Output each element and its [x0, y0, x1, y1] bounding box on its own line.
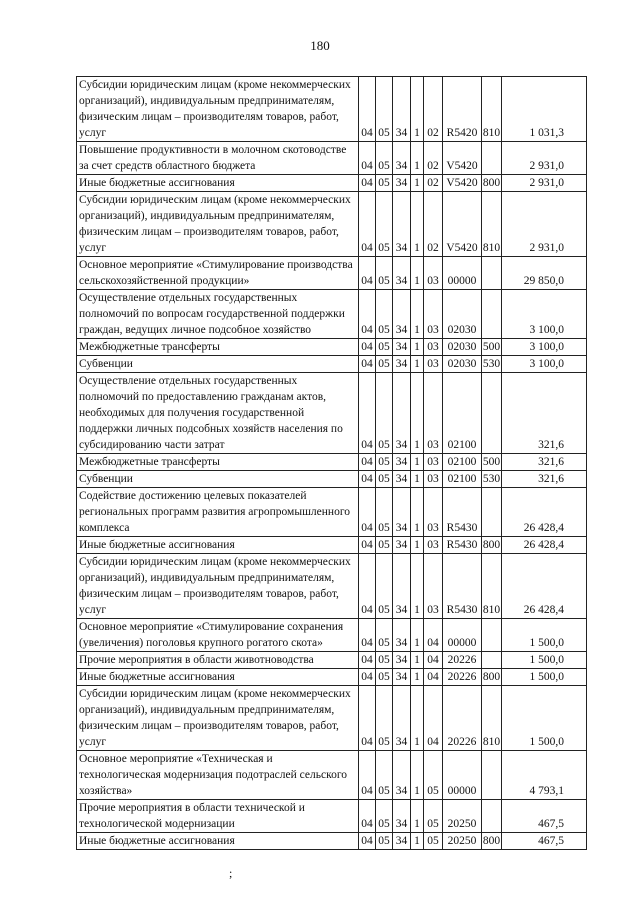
expense-type-code	[482, 488, 502, 537]
section-code: 04	[359, 537, 376, 554]
table-row	[77, 554, 587, 619]
activity-code: 02	[424, 142, 443, 175]
expense-name: Основное мероприятие «Стимулирование сохранения (увеличения) поголовья крупного рогатого скота»	[77, 619, 359, 652]
activity-code: 05	[424, 800, 443, 833]
section-code: 04	[359, 175, 376, 192]
subprogram-code: 1	[411, 669, 424, 686]
subprogram-code: 1	[411, 290, 424, 339]
amount: 1 500,0	[502, 619, 587, 652]
direction-code: 02100	[443, 373, 482, 454]
page-number: 180	[310, 38, 330, 53]
activity-code: 03	[424, 356, 443, 373]
expense-name: Повышение продуктивности в молочном скотоводстве за счет средств областного бюджета	[77, 142, 359, 175]
amount: 321,6	[502, 471, 587, 488]
direction-code: V5420	[443, 142, 482, 175]
subprogram-code: 1	[411, 339, 424, 356]
amount: 321,6	[502, 373, 587, 454]
expense-type-code	[482, 619, 502, 652]
program-code: 34	[393, 77, 411, 142]
section-code: 04	[359, 257, 376, 290]
activity-code: 02	[424, 192, 443, 257]
section-code: 04	[359, 686, 376, 751]
expense-type-code: 800	[482, 175, 502, 192]
direction-code: 02030	[443, 356, 482, 373]
program-code: 34	[393, 751, 411, 800]
subsection-code: 05	[376, 77, 393, 142]
table-row	[77, 290, 587, 339]
subsection-code: 05	[376, 488, 393, 537]
subsection-code: 05	[376, 142, 393, 175]
table-row	[77, 833, 587, 850]
amount: 26 428,4	[502, 554, 587, 619]
activity-code: 02	[424, 77, 443, 142]
direction-code: 02030	[443, 290, 482, 339]
subsection-code: 05	[376, 554, 393, 619]
program-code: 34	[393, 356, 411, 373]
table-row	[77, 454, 587, 471]
expense-type-code	[482, 373, 502, 454]
expense-type-code	[482, 142, 502, 175]
expense-type-code: 810	[482, 686, 502, 751]
subsection-code: 05	[376, 339, 393, 356]
subsection-code: 05	[376, 686, 393, 751]
amount: 467,5	[502, 800, 587, 833]
activity-code: 04	[424, 686, 443, 751]
direction-code: 20226	[443, 686, 482, 751]
section-code: 04	[359, 800, 376, 833]
program-code: 34	[393, 833, 411, 850]
activity-code: 05	[424, 833, 443, 850]
amount: 467,5	[502, 833, 587, 850]
subprogram-code: 1	[411, 751, 424, 800]
activity-code: 04	[424, 669, 443, 686]
subprogram-code: 1	[411, 471, 424, 488]
section-code: 04	[359, 290, 376, 339]
section-code: 04	[359, 356, 376, 373]
subprogram-code: 1	[411, 373, 424, 454]
subprogram-code: 1	[411, 192, 424, 257]
expense-name: Субсидии юридическим лицам (кроме некоммерческих организаций), индивидуальным предпринимателям, физическим лицам – производителям товаров, работ, услуг	[77, 192, 359, 257]
subprogram-code: 1	[411, 652, 424, 669]
direction-code: V5420	[443, 192, 482, 257]
subprogram-code: 1	[411, 175, 424, 192]
amount: 2 931,0	[502, 192, 587, 257]
subprogram-code: 1	[411, 619, 424, 652]
table-row	[77, 537, 587, 554]
activity-code: 02	[424, 175, 443, 192]
section-code: 04	[359, 652, 376, 669]
expense-name: Субсидии юридическим лицам (кроме некоммерческих организаций), индивидуальным предпринимателям, физическим лицам – производителям товаров, работ, услуг	[77, 77, 359, 142]
section-code: 04	[359, 751, 376, 800]
expense-type-code: 530	[482, 356, 502, 373]
amount: 3 100,0	[502, 356, 587, 373]
program-code: 34	[393, 257, 411, 290]
expense-type-code	[482, 800, 502, 833]
amount: 4 793,1	[502, 751, 587, 800]
table-row	[77, 192, 587, 257]
direction-code: R5430	[443, 537, 482, 554]
section-code: 04	[359, 339, 376, 356]
table-row	[77, 356, 587, 373]
expense-type-code: 800	[482, 833, 502, 850]
amount: 321,6	[502, 454, 587, 471]
table-row	[77, 77, 587, 142]
amount: 2 931,0	[502, 142, 587, 175]
program-code: 34	[393, 192, 411, 257]
program-code: 34	[393, 669, 411, 686]
subprogram-code: 1	[411, 833, 424, 850]
table-row	[77, 175, 587, 192]
expense-type-code	[482, 290, 502, 339]
direction-code: 20250	[443, 800, 482, 833]
subprogram-code: 1	[411, 800, 424, 833]
section-code: 04	[359, 619, 376, 652]
activity-code: 03	[424, 488, 443, 537]
expense-name: Осуществление отдельных государственных полномочий по предоставлению гражданам актов, необходимых для получения государственной поддержки личных подсобных хозяйств населения по субсидированию части затрат	[77, 373, 359, 454]
subsection-code: 05	[376, 257, 393, 290]
subsection-code: 05	[376, 751, 393, 800]
program-code: 34	[393, 800, 411, 833]
amount: 3 100,0	[502, 290, 587, 339]
expense-type-code	[482, 257, 502, 290]
expense-name: Субвенции	[77, 356, 359, 373]
table-row	[77, 751, 587, 800]
table-row	[77, 686, 587, 751]
section-code: 04	[359, 373, 376, 454]
activity-code: 03	[424, 290, 443, 339]
expense-name: Иные бюджетные ассигнования	[77, 833, 359, 850]
activity-code: 04	[424, 619, 443, 652]
activity-code: 04	[424, 652, 443, 669]
expense-name: Иные бюджетные ассигнования	[77, 537, 359, 554]
section-code: 04	[359, 77, 376, 142]
subsection-code: 05	[376, 290, 393, 339]
direction-code: R5430	[443, 488, 482, 537]
program-code: 34	[393, 537, 411, 554]
section-code: 04	[359, 554, 376, 619]
expense-type-code: 810	[482, 77, 502, 142]
expense-name: Прочие мероприятия в области технической и технологической модернизации	[77, 800, 359, 833]
program-code: 34	[393, 488, 411, 537]
program-code: 34	[393, 471, 411, 488]
expense-type-code	[482, 751, 502, 800]
expense-type-code: 500	[482, 339, 502, 356]
direction-code: V5420	[443, 175, 482, 192]
activity-code: 03	[424, 339, 443, 356]
program-code: 34	[393, 554, 411, 619]
activity-code: 03	[424, 257, 443, 290]
expense-type-code: 800	[482, 537, 502, 554]
direction-code: 20250	[443, 833, 482, 850]
direction-code: 00000	[443, 257, 482, 290]
direction-code: R5420	[443, 77, 482, 142]
expense-name: Межбюджетные трансферты	[77, 454, 359, 471]
subsection-code: 05	[376, 619, 393, 652]
subsection-code: 05	[376, 192, 393, 257]
section-code: 04	[359, 192, 376, 257]
subsection-code: 05	[376, 471, 393, 488]
direction-code: 20226	[443, 652, 482, 669]
table-body	[77, 77, 587, 850]
table-row	[77, 142, 587, 175]
table-row	[77, 488, 587, 537]
section-code: 04	[359, 488, 376, 537]
program-code: 34	[393, 652, 411, 669]
activity-code: 03	[424, 471, 443, 488]
amount: 26 428,4	[502, 537, 587, 554]
expense-name: Межбюджетные трансферты	[77, 339, 359, 356]
direction-code: R5430	[443, 554, 482, 619]
subsection-code: 05	[376, 454, 393, 471]
table-row	[77, 339, 587, 356]
program-code: 34	[393, 373, 411, 454]
program-code: 34	[393, 686, 411, 751]
subsection-code: 05	[376, 356, 393, 373]
subprogram-code: 1	[411, 356, 424, 373]
expense-name: Прочие мероприятия в области животноводства	[77, 652, 359, 669]
expense-name: Осуществление отдельных государственных полномочий по вопросам государственной поддержки граждан, ведущих личное подсобное хозяйство	[77, 290, 359, 339]
expense-name: Субсидии юридическим лицам (кроме некоммерческих организаций), индивидуальным предпринимателям, физическим лицам – производителям товаров, работ, услуг	[77, 554, 359, 619]
amount: 29 850,0	[502, 257, 587, 290]
activity-code: 03	[424, 554, 443, 619]
table-row	[77, 669, 587, 686]
expense-name: Содействие достижению целевых показателей региональных программ развития агропромышленного комплекса	[77, 488, 359, 537]
expense-name: Основное мероприятие «Стимулирование производства сельскохозяйственной продукции»	[77, 257, 359, 290]
subprogram-code: 1	[411, 488, 424, 537]
subsection-code: 05	[376, 175, 393, 192]
program-code: 34	[393, 339, 411, 356]
activity-code: 05	[424, 751, 443, 800]
section-code: 04	[359, 454, 376, 471]
footer-mark: ;	[229, 866, 233, 880]
subprogram-code: 1	[411, 142, 424, 175]
subsection-code: 05	[376, 833, 393, 850]
direction-code: 20226	[443, 669, 482, 686]
amount: 2 931,0	[502, 175, 587, 192]
subprogram-code: 1	[411, 257, 424, 290]
table-row	[77, 652, 587, 669]
expense-name: Основное мероприятие «Техническая и технологическая модернизация подотраслей сельского хозяйства»	[77, 751, 359, 800]
amount: 3 100,0	[502, 339, 587, 356]
expense-type-code: 810	[482, 554, 502, 619]
direction-code: 00000	[443, 751, 482, 800]
subprogram-code: 1	[411, 537, 424, 554]
amount: 1 031,3	[502, 77, 587, 142]
expense-type-code: 800	[482, 669, 502, 686]
expense-name: Иные бюджетные ассигнования	[77, 175, 359, 192]
program-code: 34	[393, 619, 411, 652]
subprogram-code: 1	[411, 686, 424, 751]
expense-type-code: 810	[482, 192, 502, 257]
direction-code: 02100	[443, 471, 482, 488]
section-code: 04	[359, 669, 376, 686]
subsection-code: 05	[376, 800, 393, 833]
expense-type-code	[482, 652, 502, 669]
budget-table	[76, 76, 587, 850]
expense-type-code: 500	[482, 454, 502, 471]
activity-code: 03	[424, 454, 443, 471]
subsection-code: 05	[376, 537, 393, 554]
program-code: 34	[393, 290, 411, 339]
direction-code: 02030	[443, 339, 482, 356]
table-row	[77, 619, 587, 652]
table-row	[77, 471, 587, 488]
subsection-code: 05	[376, 669, 393, 686]
amount: 1 500,0	[502, 669, 587, 686]
program-code: 34	[393, 454, 411, 471]
table-row	[77, 800, 587, 833]
direction-code: 00000	[443, 619, 482, 652]
table-row	[77, 257, 587, 290]
section-code: 04	[359, 142, 376, 175]
subsection-code: 05	[376, 373, 393, 454]
expense-type-code: 530	[482, 471, 502, 488]
section-code: 04	[359, 833, 376, 850]
activity-code: 03	[424, 373, 443, 454]
amount: 26 428,4	[502, 488, 587, 537]
amount: 1 500,0	[502, 652, 587, 669]
direction-code: 02100	[443, 454, 482, 471]
program-code: 34	[393, 175, 411, 192]
section-code: 04	[359, 471, 376, 488]
table-row	[77, 373, 587, 454]
subsection-code: 05	[376, 652, 393, 669]
expense-name: Субвенции	[77, 471, 359, 488]
expense-name: Иные бюджетные ассигнования	[77, 669, 359, 686]
subprogram-code: 1	[411, 454, 424, 471]
amount: 1 500,0	[502, 686, 587, 751]
activity-code: 03	[424, 537, 443, 554]
expense-name: Субсидии юридическим лицам (кроме некоммерческих организаций), индивидуальным предпринимателям, физическим лицам – производителям товаров, работ, услуг	[77, 686, 359, 751]
subprogram-code: 1	[411, 554, 424, 619]
program-code: 34	[393, 142, 411, 175]
subprogram-code: 1	[411, 77, 424, 142]
